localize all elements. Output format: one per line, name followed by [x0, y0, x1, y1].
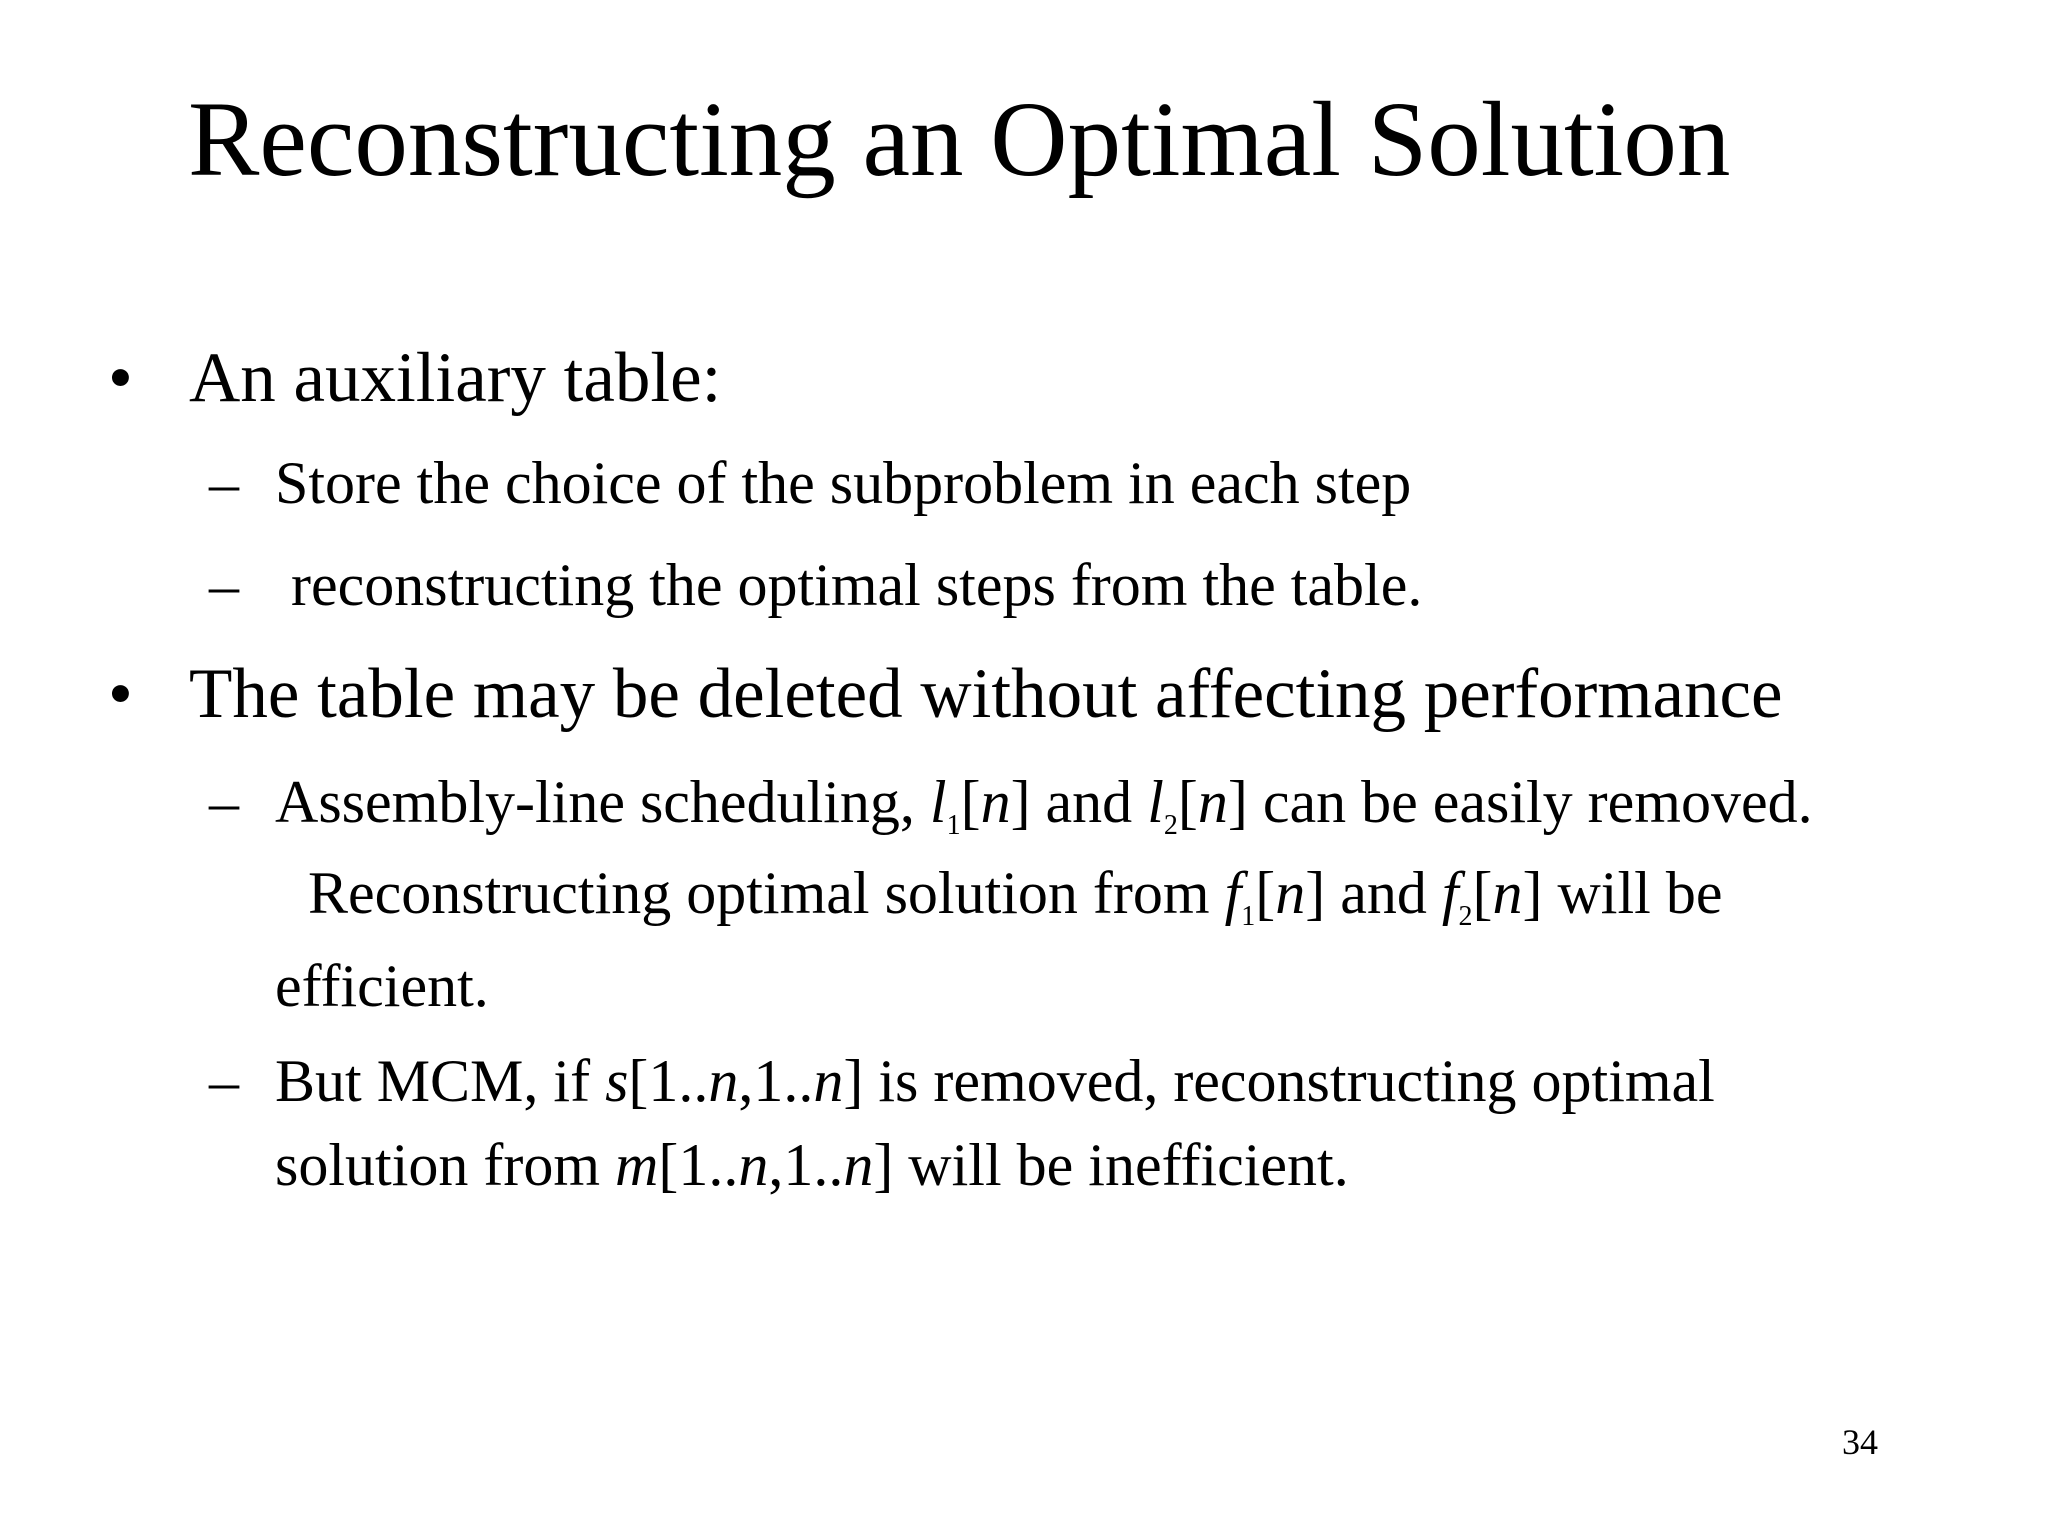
bullet-icon: • — [108, 655, 133, 733]
dash-icon: – — [209, 552, 239, 618]
sub-item-continuation: efficient. — [275, 953, 489, 1019]
sub-item-continuation: solution from m[1..n,1..n] will be inefficient. — [275, 1132, 1349, 1198]
dash-icon: – — [209, 1048, 239, 1114]
bullet-icon: • — [108, 339, 133, 417]
dash-icon: – — [209, 450, 239, 516]
sub-item-text: reconstructing the optimal steps from the table. — [291, 552, 1423, 618]
dash-icon: – — [209, 769, 239, 835]
slide-title: Reconstructing an Optimal Solution — [188, 81, 1731, 199]
sub-item-text: Store the choice of the subproblem in each step — [275, 450, 1412, 516]
bullet-text: An auxiliary table: — [189, 339, 722, 417]
sub-item-text: But MCM, if s[1..n,1..n] is removed, reconstructing optimal — [275, 1048, 1715, 1114]
sub-item-text: Assembly-line scheduling, $l_1[n]$ and $l_2[n]$ can be easily removed. — [275, 769, 1813, 841]
sub-item-continuation: Reconstructing optimal solution from $f_1[n]$ and $f_2[n]$ will be — [308, 860, 1723, 932]
bullet-text: The table may be deleted without affecting performance — [189, 655, 1783, 733]
page-number: 34 — [1842, 1422, 1878, 1462]
